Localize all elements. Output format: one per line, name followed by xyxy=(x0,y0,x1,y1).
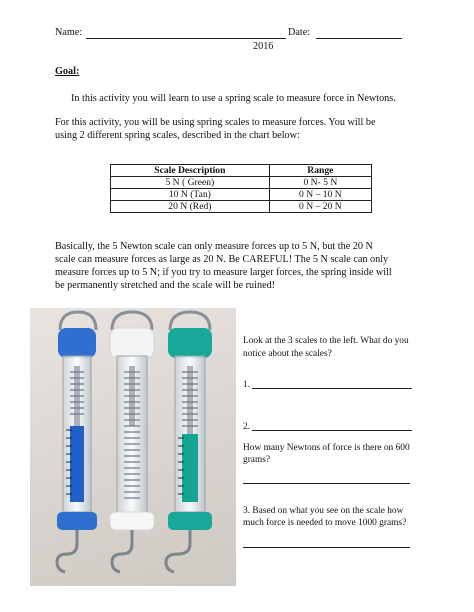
range-cell: 0 N- 5 N xyxy=(269,177,371,189)
teal-spring-scale xyxy=(166,312,212,572)
answer1-line[interactable] xyxy=(252,388,412,389)
answer2-number: 2. xyxy=(243,422,251,432)
table-row xyxy=(111,201,372,213)
date-label: Date: xyxy=(288,27,311,38)
para2-line1: Basically, the 5 Newton scale can only measure forces up to 5 N, but the 20 N xyxy=(55,241,373,252)
question-intro-line2: notice about the scales? xyxy=(243,349,332,359)
header-range: Range xyxy=(269,165,371,177)
name-label: Name: xyxy=(55,27,83,38)
question2-answer-line[interactable] xyxy=(243,483,410,484)
scale-range-table xyxy=(110,164,372,213)
para1-line2: using 2 different spring scales, described in the chart below: xyxy=(55,130,300,141)
table-row xyxy=(111,177,372,189)
para2-line3: measure forces up to 5 N; if you try to measure larger forces, the spring inside will xyxy=(55,267,392,278)
para2-line4: be permanently stretched and the scale will be ruined! xyxy=(55,280,276,291)
question3-answer-line[interactable] xyxy=(243,547,410,548)
white-spring-scale xyxy=(110,312,154,572)
scale-description-cell: 5 N ( Green) xyxy=(111,177,270,189)
goal-intro: In this activity you will learn to use a spring scale to measure force in Newtons. xyxy=(71,93,396,104)
goal-heading: Goal: xyxy=(55,66,80,77)
table-row xyxy=(111,189,372,201)
header-scale-description: Scale Description xyxy=(111,165,270,177)
name-line[interactable] xyxy=(86,38,286,39)
scale-description-cell: 10 N (Tan) xyxy=(111,189,270,201)
scale-description-cell: 20 N (Red) xyxy=(111,201,270,213)
para1-line1: For this activity, you will be using spring scales to measure forces. You will be xyxy=(55,117,376,128)
para2-line2: scale can measure forces as large as 20 N. Be CAREFUL! The 5 N scale can only xyxy=(55,254,389,265)
spring-scales-photo xyxy=(30,308,236,586)
question-intro-line1: Look at the 3 scales to the left. What do you xyxy=(243,336,409,346)
question2-line2: grams? xyxy=(243,455,271,465)
year: 2016 xyxy=(253,41,274,52)
table-header-row xyxy=(111,165,372,177)
question3-line1: 3. Based on what you see on the scale how xyxy=(243,506,404,516)
spring-scales-illustration xyxy=(30,308,236,586)
range-cell: 0 N – 20 N xyxy=(269,201,371,213)
date-line[interactable] xyxy=(316,38,402,39)
blue-spring-scale xyxy=(57,312,97,572)
question2-line1: How many Newtons of force is there on 600 xyxy=(243,443,410,453)
range-cell: 0 N – 10 N xyxy=(269,189,371,201)
question3-line2: much force is needed to move 1000 grams? xyxy=(243,518,407,528)
answer1-number: 1. xyxy=(243,380,251,390)
answer2-line[interactable] xyxy=(252,430,412,431)
